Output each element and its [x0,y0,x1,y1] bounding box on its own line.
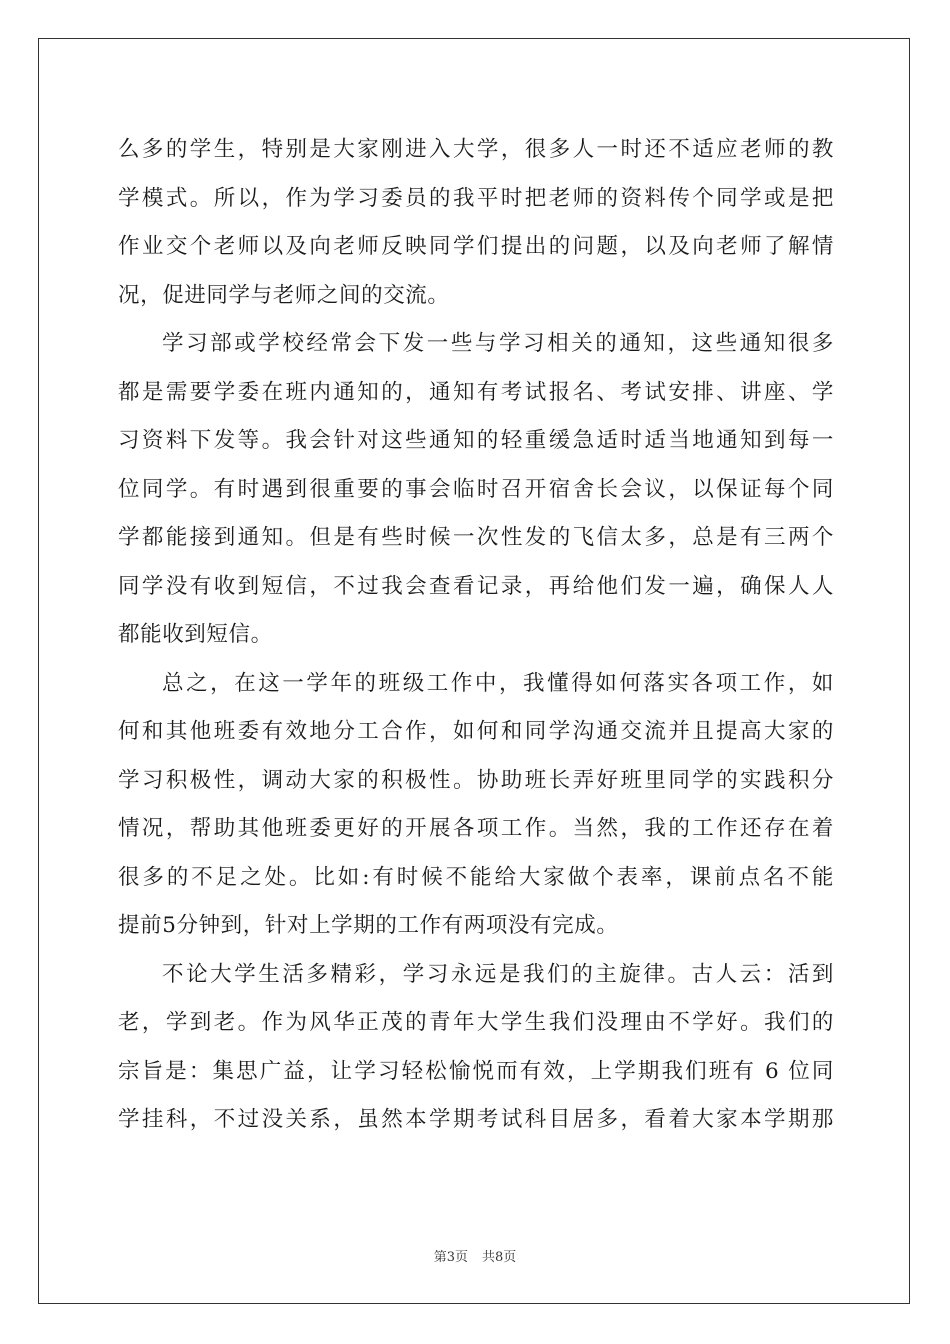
text-line: 宗旨是：集思广益，让学习轻松愉悦而有效，上学期我们班有 6 位同 [118,1058,834,1084]
text-line: 不论大学生活多精彩，学习永远是我们的主旋律。古人云：活到 [162,961,834,987]
text-line: 学模式。所以，作为学习委员的我平时把老师的资料传个同学或是把 [118,185,834,211]
total-pages: 共8页 [482,1250,517,1265]
text-line: 总之，在这一学年的班级工作中，我懂得如何落实各项工作，如 [162,670,834,696]
text-line: 都是需要学委在班内通知的，通知有考试报名、考试安排、讲座、学 [118,379,834,405]
page-footer [0,1246,950,1265]
text-line: 位同学。有时遇到很重要的事会临时召开宿舍长会议，以保证每个同 [118,476,834,502]
text-line: 学挂科，不过没关系，虽然本学期考试科目居多，看着大家本学期那 [118,1107,834,1132]
text-line: 老，学到老。作为风华正茂的青年大学生我们没理由不学好。我们的 [118,1010,834,1035]
paragraph [118,660,834,951]
text-line: 么多的学生，特别是大家刚进入大学，很多人一时还不适应老师的教 [118,137,834,162]
text-line: 都能收到短信。 [118,622,273,647]
text-line: 学习部或学校经常会下发一些与学习相关的通知，这些通知很多 [162,331,834,356]
text-line: 何和其他班委有效地分工合作，如何和同学沟通交流并且提高大家的 [118,719,834,744]
text-line: 同学没有收到短信，不过我会查看记录，再给他们发一遍，确保人人 [118,573,834,599]
text-line: 况，促进同学与老师之间的交流。 [118,282,450,308]
text-line: 学都能接到通知。但是有些时候一次性发的飞信太多，总是有三两个 [118,525,834,550]
text-line: 情况，帮助其他班委更好的开展各项工作。当然，我的工作还存在着 [118,816,834,841]
text-line: 很多的不足之处。比如:有时候不能给大家做个表率，课前点名不能 [118,864,834,890]
text-line: 提前5分钟到，针对上学期的工作有两项没有完成。 [118,913,619,938]
document-body [118,126,834,1145]
text-line: 作业交个老师以及向老师反映同学们提出的问题，以及向老师了解情 [118,234,834,259]
text-line: 习资料下发等。我会针对这些通知的轻重缓急适时适当地通知到每一 [118,428,834,453]
paragraph [118,951,834,1145]
paragraph [118,126,834,320]
paragraph [118,320,834,660]
current-page-number: 第3页 [433,1250,468,1265]
text-line: 学习积极性，调动大家的积极性。协助班长弄好班里同学的实践积分 [118,767,834,793]
